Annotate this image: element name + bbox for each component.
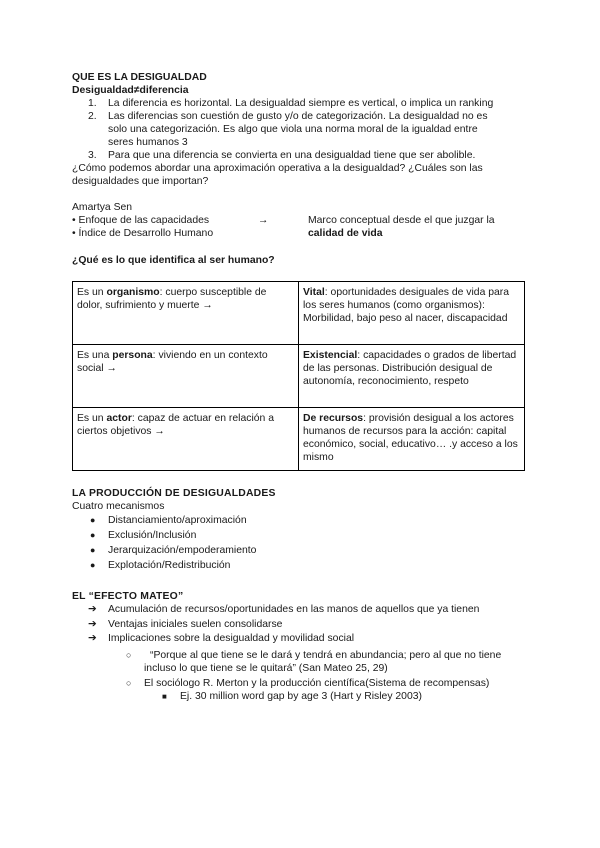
list-item: ○ “Porque al que tiene se le dará y tendrá en abundancia; pero al que no tiene incluso lo que tiene se le quitará” (San Mateo 25, 29): [126, 649, 502, 674]
numbered-item: [72, 149, 532, 162]
list-item: ➔ Acumulación de recursos/oportunidades en las manos de aquellos que ya tienen: [72, 603, 532, 618]
mateo-list: [72, 603, 532, 647]
section-title-mateo: EL “EFECTO MATEO”: [72, 591, 184, 602]
mateo-sublist: [72, 649, 532, 690]
item-number: 2.: [88, 111, 97, 122]
list-item: ○ El sociólogo R. Merton y la producción científica(Sistema de recompensas): [126, 677, 490, 689]
bullet-icon: ●: [90, 530, 96, 540]
table-cell: De recursos: provisión desigual a los actores humanos de recursos para la acción: capital económico, social, educativo… .y acceso a los mismo: [299, 408, 525, 471]
mateo-subsublist: [72, 690, 532, 704]
question-line: desigualdades que importan?: [72, 176, 209, 187]
question-ser-humano: ¿Qué es lo que identifica al ser humano?: [72, 255, 275, 266]
item-number: 1.: [88, 98, 97, 109]
table-cell: Vital: oportunidades desiguales de vida para los seres humanos (como organismos): Morbilidad, bajo peso al nacer, discapacidad: [299, 282, 525, 345]
mechanisms-list: [72, 513, 532, 573]
list-item: ● Explotación/Redistribución: [90, 560, 231, 571]
arrow-bullet-icon: ➔: [88, 633, 97, 644]
amartya-row: [72, 227, 532, 240]
quality-of-life-text: calidad de vida: [308, 228, 383, 239]
table-cell: Existencial: capacidades o grados de libertad de las personas. Distribución desigual de autonomía, reconocimiento, respeto: [299, 345, 525, 408]
list-item: ● Jerarquización/empoderamiento: [90, 545, 257, 556]
list-item: ➔ Implicaciones sobre la desigualdad y movilidad social: [72, 632, 532, 647]
bullet-icon: ●: [90, 560, 96, 570]
table-cell: Es una persona: viviendo en un contexto social →: [73, 345, 299, 408]
table-row: [73, 408, 525, 471]
bullet-icon: ●: [90, 515, 96, 525]
arrow-bullet-icon: ➔: [88, 604, 97, 615]
list-item: ● Exclusión/Inclusión: [90, 530, 197, 541]
list-item: ■ Ej. 30 million word gap by age 3 (Hart y Risley 2003): [162, 690, 422, 702]
numbered-item: [72, 97, 532, 110]
item-number: 3.: [88, 150, 97, 161]
item-text: La diferencia es horizontal. La desigualdad siempre es vertical, o implica un ranking: [108, 98, 494, 109]
mechanisms-intro: Cuatro mecanismos: [72, 501, 165, 512]
list-item: ➔ Ventajas iniciales suelen consolidarse: [72, 618, 532, 633]
author-name: Amartya Sen: [72, 202, 133, 213]
table-cell: Es un organismo: cuerpo susceptible de dolor, sufrimiento y muerte →: [73, 282, 299, 345]
bullet-icon: ●: [90, 545, 96, 555]
numbered-list: [72, 97, 532, 162]
amartya-row: [72, 214, 532, 227]
subtitle-desigualdad-diferencia: Desigualdad≠diferencia: [72, 85, 189, 96]
table-cell: Es un actor: capaz de actuar en relación a ciertos objetivos →: [73, 408, 299, 471]
table-row: [73, 345, 525, 408]
item-line: Las diferencias son cuestión de gusto y/o de categorización. La desigualdad no es: [108, 111, 488, 122]
arrow-bullet-icon: ➔: [88, 618, 97, 630]
numbered-item: [72, 110, 532, 149]
item-text: Para que una diferencia se convierta en una desigualdad tiene que ser abolible.: [108, 150, 476, 161]
circle-bullet-icon: ○: [126, 649, 132, 660]
idh-label: • Índice de Desarrollo Humano: [72, 228, 214, 239]
document-page: [72, 71, 532, 704]
square-bullet-icon: ■: [162, 691, 167, 701]
dimensions-table: [72, 281, 525, 471]
circle-bullet-icon: ○: [126, 677, 132, 688]
list-item: ● Distanciamiento/aproximación: [90, 515, 247, 526]
right-arrow-icon: →: [258, 215, 269, 226]
section-title-produccion: LA PRODUCCIÓN DE DESIGUALDADES: [72, 488, 276, 499]
item-line: solo una categorización. Es algo que viola una norma moral de la igualdad entre: [108, 124, 478, 135]
section-title-desigualdad: QUE ES LA DESIGUALDAD: [72, 72, 207, 83]
table-row: [73, 282, 525, 345]
item-line: seres humanos 3: [108, 137, 188, 148]
framework-text: Marco conceptual desde el que juzgar la: [308, 215, 495, 226]
question-line: ¿Cómo podemos abordar una aproximación operativa a la desigualdad? ¿Cuáles son las: [72, 163, 483, 174]
capabilities-label: • Enfoque de las capacidades: [72, 215, 210, 226]
